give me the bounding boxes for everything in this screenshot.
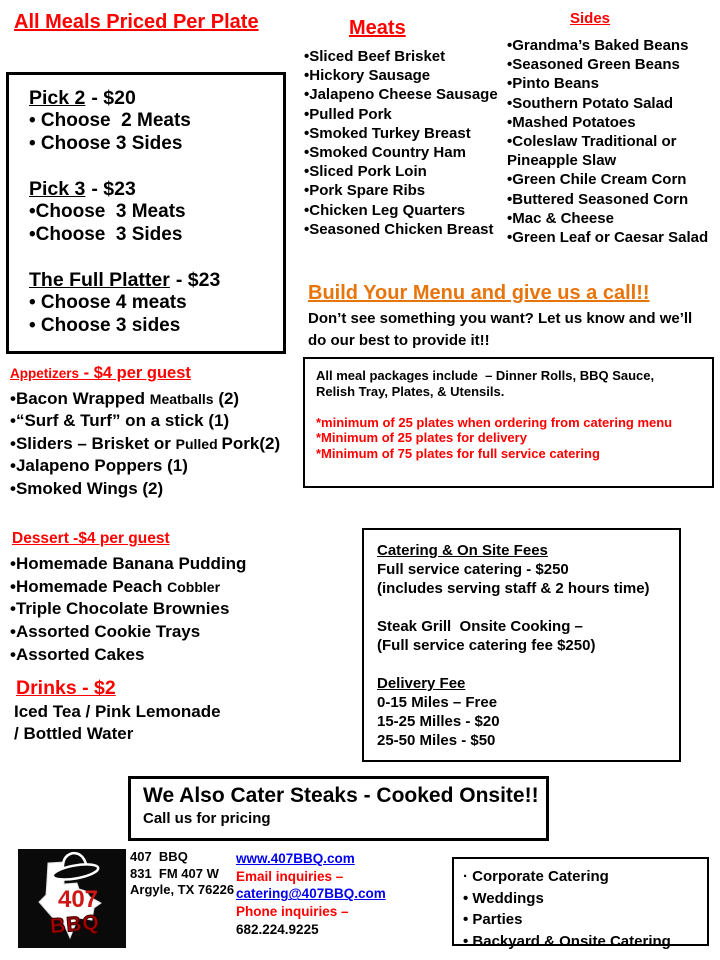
- address-line: 407 BBQ: [130, 849, 188, 864]
- minimum-note: *Minimum of 75 plates for full service catering: [316, 446, 600, 462]
- item-text: Pork(2): [221, 433, 281, 453]
- build-menu-line: Don’t see something you want? Let us know and we’ll: [308, 310, 693, 327]
- drinks-text: [14, 701, 221, 746]
- meat-item: •Chicken Leg Quarters: [304, 201, 466, 219]
- steaks-title: We Also Cater Steaks - Cooked Onsite!!: [143, 784, 539, 807]
- meat-item: •Jalapeno Cheese Sausage: [304, 86, 498, 104]
- plan-full-platter: [29, 269, 283, 337]
- meats-heading: Meats: [349, 17, 406, 39]
- item-text-small: Cobbler: [167, 578, 221, 595]
- service-item: • Backyard & Onsite Catering: [463, 932, 671, 950]
- dessert-item: [10, 598, 312, 621]
- phone-inquiries-label: Phone inquiries –: [236, 904, 349, 920]
- plan-price: - $23: [91, 178, 136, 200]
- minimum-note: *Minimum of 25 plates for delivery: [316, 430, 527, 446]
- plan-option: • Choose 2 Meats: [29, 110, 191, 131]
- side-item: •Seasoned Green Beans: [507, 56, 680, 74]
- address-line: 831 FM 407 W: [130, 865, 219, 881]
- drinks-line: Iced Tea / Pink Lemonade: [14, 702, 221, 721]
- plan-name: The Full Platter: [29, 269, 170, 291]
- item-text: •Smoked Wings (2): [10, 478, 164, 498]
- sides-list: [507, 36, 714, 247]
- meat-item: •Pork Spare Ribs: [304, 182, 426, 200]
- fees-heading: Catering & On Site Fees: [377, 542, 548, 559]
- fees-line: Full service catering - $250: [377, 561, 569, 578]
- plan-option: •Choose 3 Meats: [29, 201, 186, 222]
- meat-item: •Smoked Country Ham: [304, 144, 466, 162]
- meat-item: •Pulled Pork: [304, 105, 392, 123]
- appetizer-item: [10, 388, 304, 410]
- dessert-item: [10, 576, 312, 599]
- service-item: · Corporate Catering: [463, 868, 609, 885]
- page-title: All Meals Priced Per Plate: [14, 11, 259, 33]
- meat-item: •Seasoned Chicken Breast: [304, 220, 494, 238]
- side-item: •Green Leaf or Caesar Salad: [507, 229, 709, 247]
- side-item: •Mac & Cheese: [507, 209, 614, 227]
- drinks-line: / Bottled Water: [14, 724, 134, 744]
- steaks-subtitle: Call us for pricing: [143, 810, 271, 827]
- email-link[interactable]: catering@407BBQ.com: [236, 886, 386, 902]
- include-line: Relish Tray, Plates, & Utensils.: [316, 383, 505, 399]
- plan-name: Pick 3: [29, 178, 86, 200]
- side-item: •Mashed Potatoes: [507, 113, 636, 131]
- meal-plans-box: [6, 72, 286, 354]
- fees-line: (Full service catering fee $250): [377, 637, 596, 654]
- appetizer-item: [10, 455, 304, 477]
- meat-item: •Sliced Pork Loin: [304, 163, 427, 181]
- address-line: Argyle, TX 76226: [130, 882, 235, 897]
- dessert-item: [10, 553, 312, 576]
- dessert-list: [10, 553, 312, 667]
- packages-include-box: [303, 357, 714, 488]
- item-text: •Bacon Wrapped: [10, 389, 150, 408]
- fees-line: Steak Grill Onsite Cooking –: [377, 618, 583, 635]
- item-text: •Jalapeno Poppers (1): [10, 456, 188, 476]
- appetizers-price: - $4 per guest: [79, 364, 191, 382]
- minimum-note: *minimum of 25 plates when ordering from catering menu: [316, 414, 673, 430]
- steaks-banner-box: [128, 776, 549, 841]
- dessert-item: [10, 644, 312, 667]
- item-text: •Triple Chocolate Brownies: [10, 599, 230, 619]
- side-item: •Buttered Seasoned Corn: [507, 190, 689, 208]
- meat-item: •Smoked Turkey Breast: [304, 124, 471, 142]
- logo-bbq-text: BBQ: [49, 910, 101, 939]
- sides-heading: Sides: [570, 10, 611, 27]
- item-text-small: Pulled: [175, 435, 222, 452]
- plan-option: • Choose 3 sides: [29, 314, 181, 336]
- appetizers-heading: [10, 364, 191, 383]
- item-text-small: Meatballs: [149, 391, 214, 407]
- include-line: All meal packages include – Dinner Rolls, BBQ Sauce,: [316, 368, 655, 383]
- plan-pick-2: [29, 87, 283, 155]
- fees-line: 25-50 Miles - $50: [377, 732, 496, 749]
- appetizer-item: [10, 478, 304, 500]
- plan-heading: [29, 178, 283, 201]
- side-item: •Coleslaw Traditional or Pineapple Slaw: [507, 133, 681, 170]
- plan-pick-3: [29, 178, 283, 246]
- plan-price: - $20: [91, 87, 136, 109]
- plan-option: •Choose 3 Sides: [29, 223, 183, 245]
- meat-item: •Hickory Sausage: [304, 67, 431, 85]
- item-text: (2): [213, 389, 240, 408]
- website-link[interactable]: www.407BBQ.com: [236, 851, 355, 866]
- 407bbq-logo: [18, 849, 126, 948]
- build-menu-line: do our best to provide it!!: [308, 332, 490, 350]
- appetizer-item: [10, 410, 304, 432]
- contact-block: [236, 850, 386, 939]
- item-text: •Assorted Cookie Trays: [10, 622, 201, 642]
- item-text: •“Surf & Turf” on a stick (1): [10, 411, 230, 431]
- phone-number: 682.224.9225: [236, 921, 319, 937]
- service-item: • Weddings: [463, 889, 544, 907]
- side-item: •Pinto Beans: [507, 75, 599, 93]
- plan-price: - $23: [175, 269, 221, 291]
- services-box: [452, 857, 709, 950]
- dessert-item: [10, 621, 312, 644]
- item-text: •Sliders – Brisket or: [10, 433, 176, 453]
- catering-fees-box: [362, 528, 681, 762]
- service-item: • Parties: [463, 911, 523, 928]
- build-menu-text: [308, 308, 692, 353]
- appetizers-label: Appetizers: [10, 366, 80, 381]
- item-text: •Homemade Peach: [10, 576, 168, 596]
- fees-line: 0-15 Miles – Free: [377, 694, 498, 711]
- meat-item: •Sliced Beef Brisket: [304, 48, 446, 65]
- build-menu-heading: Build Your Menu and give us a call!!: [308, 282, 650, 304]
- meats-list: [304, 47, 516, 239]
- drinks-heading: Drinks - $2: [16, 677, 116, 699]
- side-item: •Green Chile Cream Corn: [507, 171, 687, 189]
- plan-option: • Choose 3 Sides: [29, 132, 183, 154]
- plan-name: Pick 2: [29, 87, 86, 109]
- side-item: •Southern Potato Salad: [507, 94, 674, 112]
- fees-line: (includes serving staff & 2 hours time): [377, 580, 650, 597]
- dessert-heading: Dessert -$4 per guest: [12, 530, 170, 547]
- fees-line: 15-25 Milles - $20: [377, 713, 500, 730]
- delivery-fee-heading: Delivery Fee: [377, 675, 466, 692]
- plan-option: • Choose 4 meats: [29, 292, 187, 313]
- appetizer-item: [10, 433, 304, 455]
- side-item: •Grandma’s Baked Beans: [507, 37, 689, 54]
- plan-heading: [29, 269, 283, 292]
- item-text: •Assorted Cakes: [10, 644, 145, 664]
- address-block: [130, 849, 234, 899]
- item-text: •Homemade Banana Pudding: [10, 554, 247, 573]
- minimum-notes: [316, 415, 704, 462]
- appetizers-list: [10, 388, 304, 500]
- plan-heading: [29, 87, 283, 110]
- logo-number: 407: [57, 886, 99, 913]
- email-inquiries-label: Email inquiries –: [236, 868, 344, 884]
